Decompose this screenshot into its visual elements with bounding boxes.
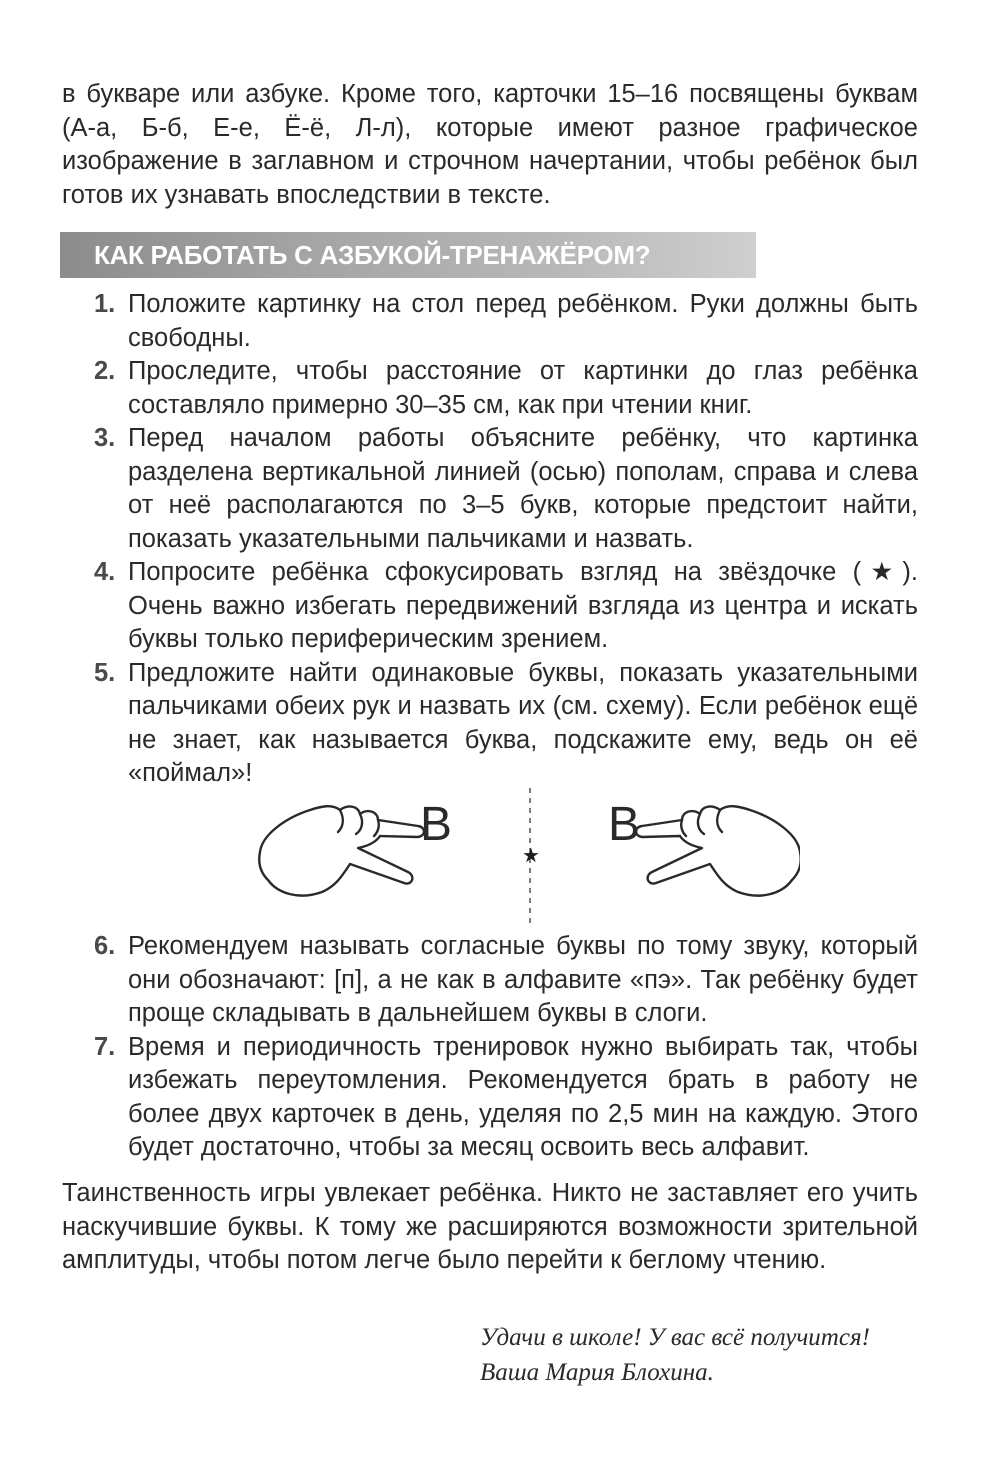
list-item <box>94 930 918 1031</box>
signature-author: Ваша Мария Блохина. <box>480 1359 714 1386</box>
section-heading: КАК РАБОТАТЬ С АЗБУКОЙ-ТРЕНАЖЁРОМ? <box>94 240 651 270</box>
step-number: 2. <box>94 357 116 385</box>
step-text: Проследите, чтобы расстояние от картинки до глаз ребёнка составляло примерно 30–35 см, как при чтении книг. <box>128 357 918 419</box>
list-item <box>94 288 918 355</box>
instruction-list-part-2 <box>94 930 918 1165</box>
section-heading-bar <box>60 232 756 278</box>
letter-left: В <box>420 798 453 851</box>
list-item <box>94 422 918 556</box>
left-pointing-hand-icon <box>259 806 424 895</box>
list-item <box>94 556 918 657</box>
list-item <box>94 1031 918 1165</box>
signature-wish: Удачи в школе! У вас всё получится! <box>480 1324 870 1351</box>
pointing-hands-diagram <box>240 780 800 930</box>
step-number: 7. <box>94 1032 116 1061</box>
intro-paragraph: в букваре или азбуке. Кроме того, карточки 15–16 посвящены буквам (А-а, Б-б, Е-е, Ё-ё, Л-л), которые имеют разное графическое изображение в заглавном и строчном начертании, чтобы ребёнок был готов их узнавать впоследствии в тексте. <box>62 80 918 209</box>
right-pointing-hand-icon <box>636 806 800 895</box>
step-number: 6. <box>94 932 116 960</box>
step-text: Время и периодичность тренировок нужно выбирать так, чтобы избежать переутомления. Рекомендуется брать в работу не более двух карточек в день, уделяя по 2,5 мин на каждую. Этого будет достаточно, чтобы за месяц освоить весь алфавит. <box>128 1032 918 1161</box>
step-text: Рекомендуем называть согласные буквы по тому звуку, который они обозначают: [п], а не как в алфавите «пэ». Так ребёнку будет проще складывать в дальнейшем буквы в слоги. <box>128 932 918 1027</box>
list-item <box>94 355 918 422</box>
list-item <box>94 657 918 791</box>
step-text: Положите картинку на стол перед ребёнком. Руки должны быть свободны. <box>128 290 918 352</box>
step-text: Перед началом работы объясните ребёнку, что картинка разделена вертикальной линией (осью) пополам, справа и слева от неё располагаются по 3–5 букв, которые предстоит найти, показать указательными пальчиками и назвать. <box>128 424 918 553</box>
focus-star-icon: ★ <box>522 843 540 867</box>
step-number: 3. <box>94 424 116 452</box>
letter-right: В <box>608 798 641 851</box>
step-number: 1. <box>94 290 116 318</box>
step-text: Предложите найти одинаковые буквы, показать указательными пальчиками обеих рук и назвать их (см. схему). Если ребёнок ещё не знает, как называется буква, подскажите ему, ведь он её «поймал»! <box>128 658 918 787</box>
instruction-list-part-1 <box>94 288 918 791</box>
step-text: Попросите ребёнка сфокусировать взгляд на звёздочке (★). Очень важно избегать передвижений взгляда из центра и искать буквы только периферическим зрением. <box>128 558 918 653</box>
step-number: 5. <box>94 658 116 687</box>
step-number: 4. <box>94 558 116 586</box>
closing-paragraph: Таинственность игры увлекает ребёнка. Никто не заставляет его учить наскучившие буквы. К тому же расширяются возможности зрительной амплитуды, чтобы потом легче было перейти к беглому чтению. <box>62 1179 918 1274</box>
